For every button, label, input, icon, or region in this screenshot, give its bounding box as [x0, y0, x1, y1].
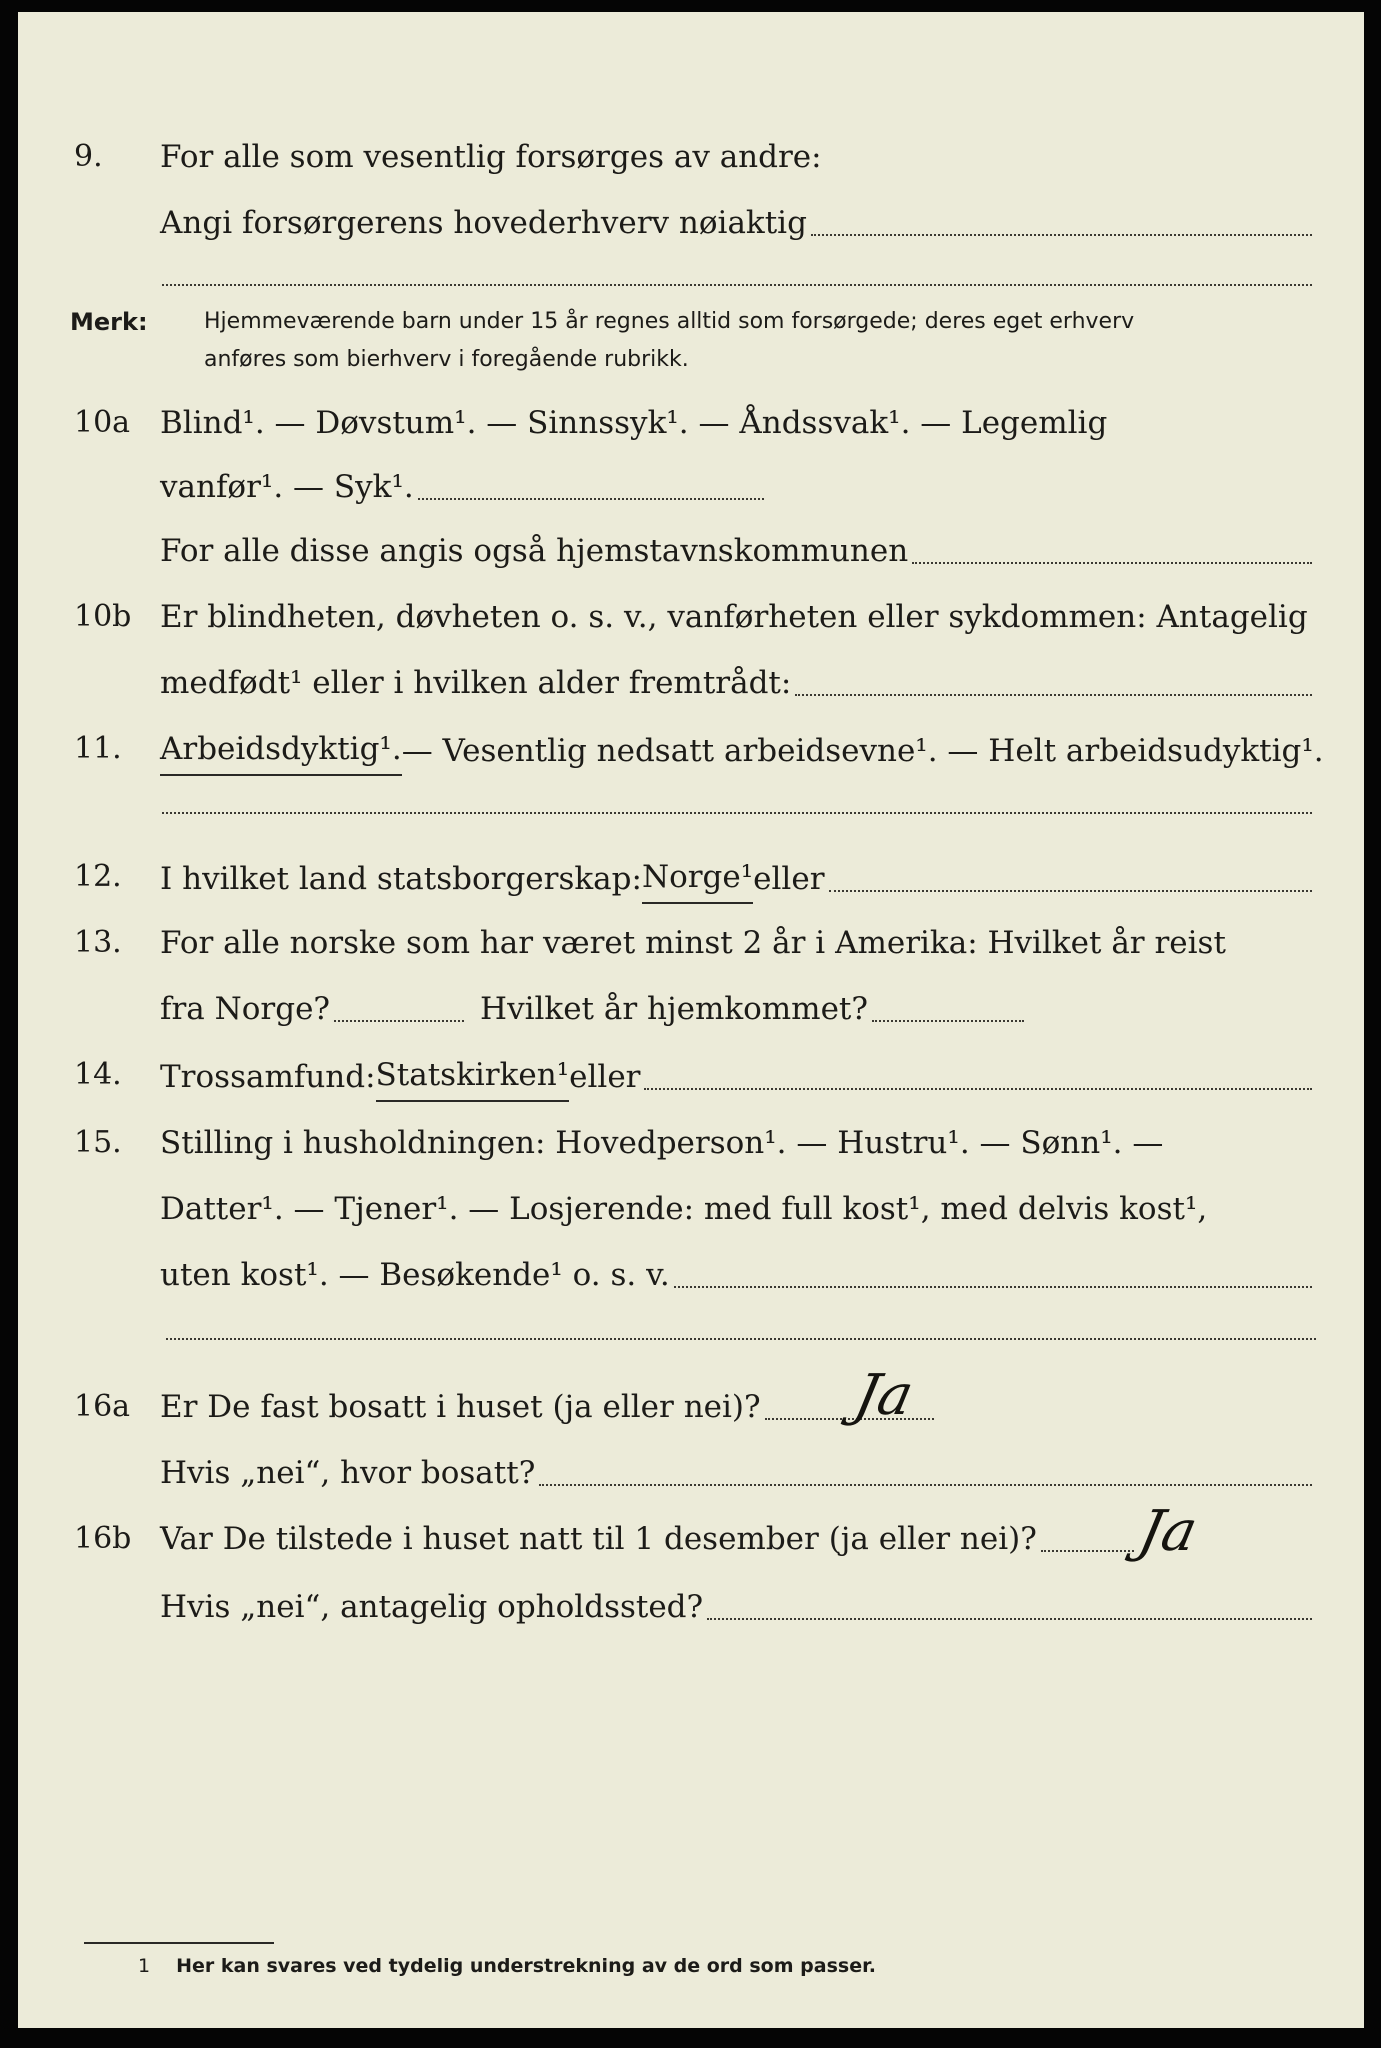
question-15-line-1	[18, 1118, 1364, 1168]
answer-line-q15-extra[interactable]	[166, 1338, 1316, 1340]
question-number: 10a	[74, 405, 131, 440]
question-12	[18, 852, 1364, 902]
question-text-eller: eller	[569, 1059, 641, 1095]
question-number: 9.	[74, 139, 103, 174]
merk-label: Merk:	[70, 308, 148, 336]
answer-field-q9[interactable]	[811, 234, 1312, 236]
question-text: Stilling i husholdningen: Hovedperson¹. — Hustru¹. — Sønn¹. —	[160, 1125, 1164, 1161]
question-16a-line-1	[18, 1382, 1364, 1432]
handwritten-answer-q16b: Ja	[1133, 1499, 1203, 1564]
question-text: I hvilket land statsborgerskap:	[160, 861, 642, 897]
question-13-line-1	[18, 918, 1364, 968]
handwritten-answer-q16a: Ja	[849, 1363, 919, 1428]
question-text-eller: eller	[753, 861, 825, 897]
question-number: 16b	[74, 1521, 132, 1556]
answer-field-q15[interactable]	[674, 1286, 1312, 1288]
question-9-line-2	[18, 198, 1364, 248]
question-15-line-3	[18, 1250, 1364, 1300]
question-11	[18, 724, 1364, 774]
option-statskirken[interactable]: Statskirken¹	[376, 1050, 570, 1102]
answer-field-q12[interactable]	[829, 890, 1312, 892]
question-10a-line-3	[18, 526, 1364, 576]
question-10b-line-2	[18, 658, 1364, 708]
question-text: Angi forsørgerens hovederhverv nøiaktig	[160, 205, 807, 241]
merk-note-line-2	[18, 340, 1364, 380]
question-text: For alle som vesentlig forsørges av andre:	[160, 139, 822, 175]
question-16b-line-2	[18, 1582, 1364, 1632]
question-text-hjemkommet: Hvilket år hjemkommet?	[480, 991, 869, 1027]
answer-field-q16a-bosatt[interactable]	[539, 1484, 1312, 1486]
question-text: vanfør¹. — Syk¹.	[160, 469, 414, 505]
question-text: Er De fast bosatt i huset (ja eller nei)?	[160, 1389, 761, 1425]
footnote	[138, 1955, 876, 1977]
question-text-reist: fra Norge?	[160, 991, 331, 1027]
merk-text-line-2: anføres som bierhverv i foregående rubrikk.	[204, 347, 689, 372]
option-norge[interactable]: Norge¹	[642, 852, 753, 904]
question-number: 11.	[74, 731, 122, 766]
question-14	[18, 1050, 1364, 1100]
answer-field-q16b[interactable]	[1041, 1550, 1134, 1552]
question-9-line-1	[18, 132, 1364, 182]
answer-field-q10b[interactable]	[795, 694, 1312, 696]
answer-field-q16b-opholdssted[interactable]	[707, 1618, 1312, 1620]
question-text: uten kost¹. — Besøkende¹ o. s. v.	[160, 1257, 670, 1293]
question-15-line-2	[18, 1184, 1364, 1234]
answer-line-q11-extra[interactable]	[162, 812, 1312, 814]
question-text: Datter¹. — Tjener¹. — Losjerende: med full kost¹, med delvis kost¹,	[160, 1191, 1208, 1227]
question-13-line-2	[18, 984, 1364, 1034]
question-10a-line-1	[18, 398, 1364, 448]
merk-note	[18, 302, 1364, 342]
question-text: medfødt¹ eller i hvilken alder fremtrådt:	[160, 665, 792, 701]
footnote-number: 1	[138, 1955, 151, 1977]
question-text: Hvis „nei“, antagelig opholdssted?	[160, 1589, 704, 1625]
question-text: Hvis „nei“, hvor bosatt?	[160, 1455, 536, 1491]
question-16a-line-2	[18, 1448, 1364, 1498]
question-text: For alle disse angis også hjemstavnskommunen	[160, 533, 909, 569]
answer-field-q13-reist[interactable]	[334, 1020, 464, 1022]
answer-field-q16a[interactable]	[765, 1418, 934, 1420]
question-number: 12.	[74, 859, 122, 894]
question-text: For alle norske som har været minst 2 år i Amerika: Hvilket år reist	[160, 925, 1226, 961]
answer-field-q14[interactable]	[644, 1088, 1312, 1090]
question-10b-line-1	[18, 592, 1364, 642]
question-number: 16a	[74, 1389, 131, 1424]
answer-line-q9-extra[interactable]	[162, 284, 1312, 286]
question-text: Er blindheten, døvheten o. s. v., vanførheten eller sykdommen: Antagelig	[160, 599, 1308, 635]
option-arbeidsdyktig[interactable]: Arbeidsdyktig¹.	[160, 724, 402, 776]
question-number: 10b	[74, 599, 132, 634]
question-text: Blind¹. — Døvstum¹. — Sinnssyk¹. — Åndssvak¹. — Legemlig	[160, 405, 1108, 441]
answer-field-q10a-syk[interactable]	[418, 498, 764, 500]
question-10a-line-2	[18, 462, 1364, 512]
merk-text-line-1: Hjemmeværende barn under 15 år regnes alltid som forsørgede; deres eget erhverv	[204, 309, 1135, 334]
question-number: 13.	[74, 925, 122, 960]
question-text: Var De tilstede i huset natt til 1 desember (ja eller nei)?	[160, 1521, 1037, 1557]
question-text: Trossamfund:	[160, 1059, 376, 1095]
answer-field-q10a-kommune[interactable]	[912, 562, 1312, 564]
question-text: — Vesentlig nedsatt arbeidsevne¹. — Helt arbeidsudyktig¹.	[401, 733, 1324, 769]
answer-field-q13-hjemkommet[interactable]	[872, 1020, 1024, 1022]
census-form-page	[18, 12, 1364, 2028]
question-number: 14.	[74, 1057, 122, 1092]
question-number: 15.	[74, 1125, 122, 1160]
footnote-text: Her kan svares ved tydelig understrekning av de ord som passer.	[176, 1955, 876, 1977]
footnote-rule	[84, 1942, 274, 1944]
